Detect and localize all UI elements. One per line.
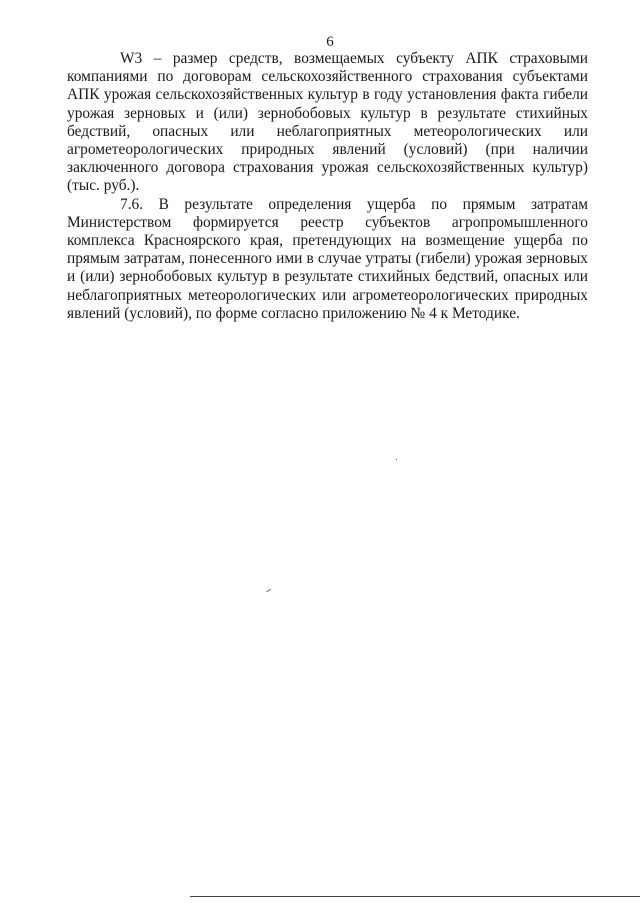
bottom-edge-line (190, 896, 640, 897)
paragraph-w3-definition: W3 – размер средств, возмещаемых субъекту АПК страховыми компаниями по договорам сельскохозяйственного страхования субъектами АПК урожая сельскохозяйственных культур в году установления факта гибели урожая зерновых и (или) зернобобовых культур в результате стихийных бедствий, опасных или неблагоприятных метеорологических или агрометеорологических природных явлений (условий) (при наличии заключенного договора страхования урожая сельскохозяйственных культур) (тыс. руб.). (67, 50, 588, 195)
document-body (67, 50, 588, 323)
scan-speck (396, 459, 397, 460)
page-number: 6 (326, 34, 334, 50)
scan-mark (266, 589, 271, 592)
paragraph-7-6: 7.6. В результате определения ущерба по прямым затратам Министерством формируется реестр субъектов агропромышленного комплекса Красноярского края, претендующих на возмещение ущерба по прямым затратам, понесенного ими в случае утраты (гибели) урожая зерновых и (или) зернобобовых культур в результате стихийных бедствий, опасных или неблагоприятных метеорологических или агрометеорологических природных явлений (условий), по форме согласно приложению № 4 к Методике. (67, 195, 588, 322)
